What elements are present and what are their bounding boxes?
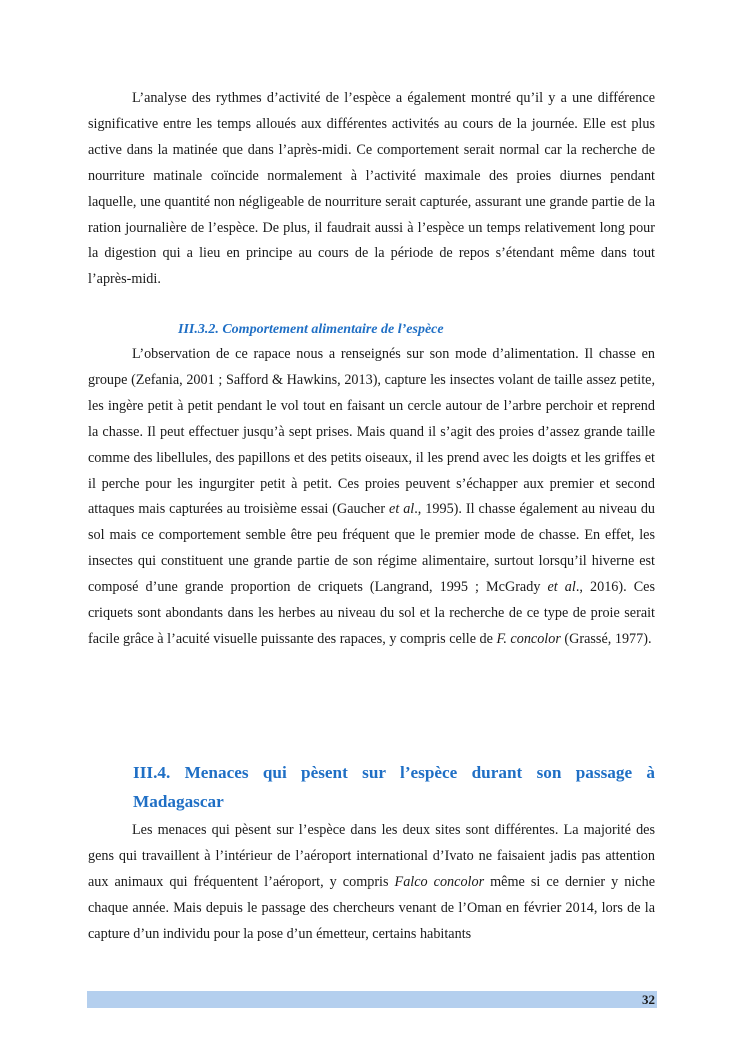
- paragraph-feeding-behavior: L’observation de ce rapace nous a renseignés sur son mode d’alimentation. Il chasse en groupe (Zefania, 2001 ; Safford & Hawkins, 2013), capture les insectes volant de taille assez petite, les ingère petit à petit pendant le vol tout en faisant un cercle autour de l’arbre perchoir et reprend la chasse. Il peut effectuer jusqu’à sept prises. Mais quand il s’agit des proies d’assez grande taille comme des libellules, des papillons et des petits oiseaux, il les prend avec les doigts et les griffes et il perche pour les ingurgiter petit à petit. Ces proies peuvent s’échapper aux premier et second attaques mais capturées au troisième essai (Gaucher et al., 1995). Il chasse également au niveau du sol mais ce comportement semble être peu fréquent que le premier mode de chasse. En effet, les insectes qui constituent une grande partie de son régime alimentaire, surtout lorsqu’il hiverne est composé d’une grande proportion de criquets (Langrand, 1995 ; McGrady et al., 2016). Ces criquets sont abondants dans les herbes au niveau du sol et la recherche de ce type de proie serait facile grâce à l’acuité visuelle puissante des rapaces, y compris celle de F. concolor (Grassé, 1977).: [88, 346, 656, 647]
- page-number: 32: [642, 992, 655, 1007]
- paragraph-threats: Les menaces qui pèsent sur l’espèce dans les deux sites sont différentes. La majorité des gens qui travaillent à l’intérieur de l’aéroport international d’Ivato ne faisaient jadis pas attention aux animaux qui fréquentent l’aéroport, y compris Falco concolor même si ce dernier y niche chaque année. Mais depuis le passage des chercheurs venant de l’Oman en février 2014, lors de la capture d’un individu pour la pose d’un émetteur, certains habitants: [88, 822, 655, 942]
- subsection-heading: III.3.2. Comportement alimentaire de l’espèce: [178, 322, 444, 337]
- page-footer-band: [87, 991, 657, 1008]
- section-heading: III.4. Menaces qui pèsent sur l’espèce durant son passage à Madagascar: [133, 763, 655, 811]
- paragraph-activity-rhythms: L’analyse des rythmes d’activité de l’espèce a également montré qu’il y a une différence significative entre les temps alloués aux différentes activités au cours de la journée. Elle est plus active dans la matinée que dans l’après-midi. Ce comportement serait normal car la recherche de nourriture matinale coïncide normalement à l’activité maximale des proies diurnes pendant laquelle, une quantité non négligeable de nourriture serait capturée, assurant une grande partie de la ration journalière de l’espèce. De plus, il faudrait aussi à l’espèce un temps relativement long pour la digestion qui a lieu en principe au cours de la période de repos s’étendant même dans tout l’après-midi.: [88, 90, 655, 288]
